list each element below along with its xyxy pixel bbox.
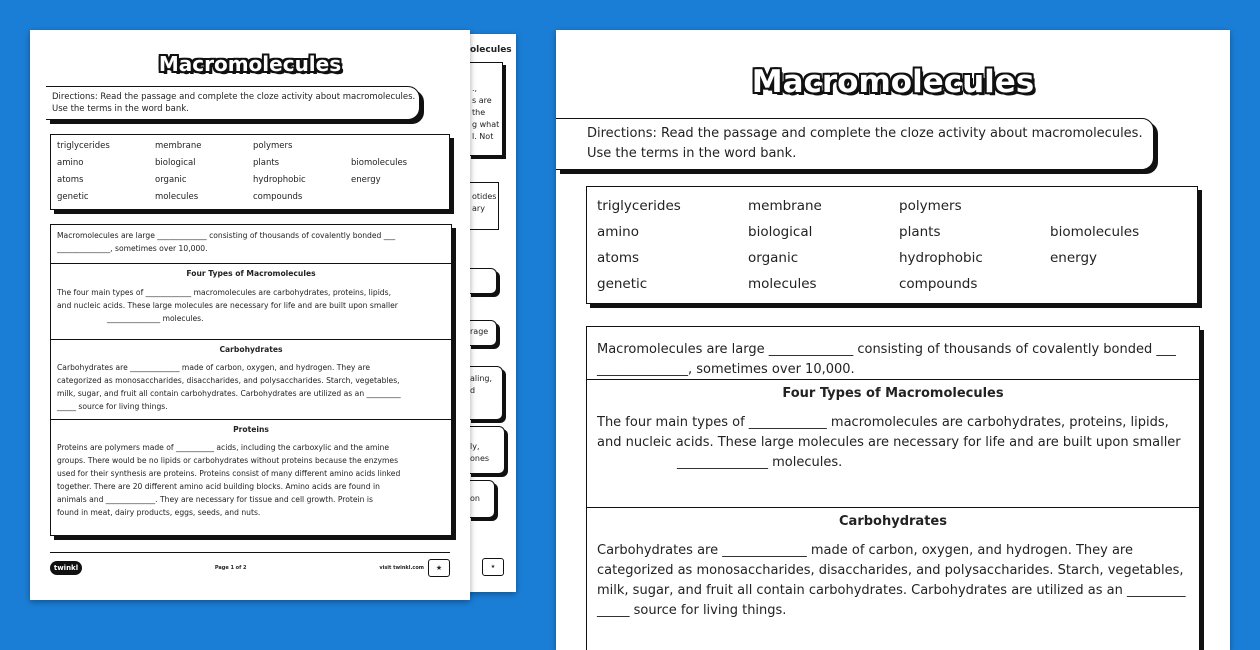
- word-bank-term: [1050, 193, 1201, 219]
- word-bank-term: genetic: [597, 276, 648, 292]
- word-bank-term: polymers: [899, 198, 962, 214]
- word-bank-term: membrane: [748, 198, 822, 214]
- section-carbohydrates: Carbohydrates Carbohydrates are _____________ made of carbon, oxygen, and hydrogen. They are categorized as monosaccharides, disaccharides, and polysaccharides. Starch, vegetables, milk, sugar, and fruit all contain carbohydrates. Carbohydrates are utilized as an _________ _____ source for living things.: [587, 507, 1199, 621]
- word-bank: [586, 186, 1198, 304]
- footer-divider: [50, 552, 450, 553]
- section-heading: Proteins: [233, 425, 269, 434]
- word-bank: [50, 134, 450, 210]
- directions-box: [556, 118, 1154, 170]
- word-bank-term: hydrophobic: [899, 250, 983, 266]
- word-bank-term: [351, 138, 449, 155]
- passage-box: [50, 224, 452, 536]
- word-bank-term: [351, 189, 449, 206]
- back-box-3: [468, 268, 497, 294]
- back-footer-badge: ★: [482, 558, 504, 576]
- award-badge-icon: ★: [428, 559, 450, 577]
- word-bank-term: organic: [155, 175, 187, 185]
- word-bank-term: amino: [597, 224, 639, 240]
- word-bank-term: plants: [899, 224, 941, 240]
- word-bank-term: biological: [155, 158, 196, 168]
- passage-intro: Macromolecules are large _____________ consisting of thousands of covalently bonded ___ ______________, sometimes over 10,000.: [597, 342, 1176, 377]
- page-title: Macromolecules: [751, 64, 1035, 100]
- site-url: visit twinkl.com: [379, 565, 424, 571]
- word-bank-term: compounds: [899, 276, 978, 292]
- small-worksheet-page: [30, 30, 470, 600]
- passage-box: [586, 326, 1200, 650]
- word-bank-term: molecules: [155, 192, 199, 202]
- section-heading: Four Types of Macromolecules: [782, 386, 1004, 401]
- word-bank-term: energy: [351, 175, 381, 185]
- back-box-5: aling, d: [468, 366, 503, 420]
- back-box-4: rage: [468, 320, 497, 346]
- word-bank-term: triglycerides: [57, 141, 110, 151]
- back-title-fragment: olecules: [470, 45, 512, 55]
- section-four-types: Four Types of Macromolecules The four main types of ____________ macromolecules are carbohydrates, proteins, lipids, and nucleic acids. These large molecules are necessary for life and are built upon smaller ______________ molecules.: [51, 263, 451, 339]
- page-title: Macromolecules: [158, 52, 342, 76]
- section-proteins: Proteins Proteins are polymers made of __________ acids, including the carboxylic and the amine groups. There would be no lipids or carbohydrates without proteins because the enzymes used for their synthesis are proteins. Proteins consist of many different amino acids linked together. There are 20 different amino acid building blocks. Amino acids are found in animals and _____________. They are necessary for tissue and cell growth. Protein is found in meat, dairy products, eggs, seeds, and nuts.: [51, 419, 451, 522]
- twinkl-logo: twinkl: [50, 561, 82, 575]
- word-bank-term: molecules: [748, 276, 817, 292]
- directions-line-2: Use the terms in the word bank.: [52, 104, 189, 114]
- section-heading: Carbohydrates: [839, 514, 947, 529]
- word-bank-term: plants: [253, 158, 280, 168]
- back-box-6: ly, ones: [468, 426, 505, 474]
- section-heading: Four Types of Macromolecules: [186, 269, 316, 278]
- word-bank-term: compounds: [253, 192, 303, 202]
- directions-line-1: Directions: Read the passage and complete the cloze activity about macromolecules.: [587, 126, 1143, 141]
- word-bank-term: biomolecules: [1050, 224, 1140, 240]
- back-box-2: otides ary: [468, 182, 499, 230]
- word-bank-term: biological: [748, 224, 813, 240]
- word-bank-term: amino: [57, 158, 84, 168]
- directions-line-1: Directions: Read the passage and complete the cloze activity about macromolecules.: [52, 92, 416, 102]
- passage-intro: Macromolecules are large _____________ consisting of thousands of covalently bonded ___ ______________, sometimes over 10,000.: [57, 231, 396, 253]
- word-bank-term: atoms: [597, 250, 640, 266]
- word-bank-term: polymers: [253, 141, 293, 151]
- word-bank-term: membrane: [155, 141, 202, 151]
- section-heading: Carbohydrates: [219, 345, 283, 354]
- word-bank-term: energy: [1050, 250, 1098, 266]
- word-bank-term: atoms: [57, 175, 84, 185]
- back-box-1: ., s are the g what l. Not: [468, 62, 503, 156]
- page-number: Page 1 of 2: [214, 565, 247, 571]
- word-bank-term: organic: [748, 250, 799, 266]
- word-bank-term: [1050, 271, 1201, 297]
- section-four-types: Four Types of Macromolecules The four main types of ____________ macromolecules are carbohydrates, proteins, lipids, and nucleic acids. These large molecules are necessary for life and are built upon smaller ______________ molecules.: [587, 379, 1199, 507]
- directions-line-2: Use the terms in the word bank.: [587, 146, 797, 161]
- section-carbohydrates: Carbohydrates Carbohydrates are _____________ made of carbon, oxygen, and hydrogen. They are categorized as monosaccharides, disaccharides, and polysaccharides. Starch, vegetables, milk, sugar, and fruit all contain carbohydrates. Carbohydrates are utilized as an _________ _____ source for living things.: [51, 339, 451, 419]
- word-bank-term: genetic: [57, 192, 89, 202]
- word-bank-term: biomolecules: [351, 158, 408, 168]
- directions-box: [46, 86, 420, 120]
- word-bank-term: triglycerides: [597, 198, 681, 214]
- word-bank-term: hydrophobic: [253, 175, 306, 185]
- large-worksheet-page: [556, 30, 1230, 650]
- back-box-7: on: [468, 480, 495, 518]
- page-footer: [50, 558, 450, 578]
